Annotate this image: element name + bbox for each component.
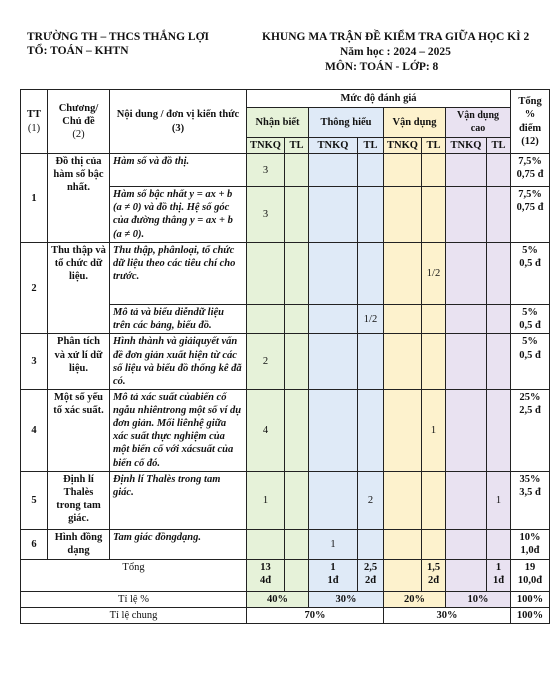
document-header [0,0,557,90]
total-th-tnkq: 1 1đ [309,559,358,591]
cell-nb-tnkq: 3 [247,187,285,243]
cell-vdc-tl: 1 [487,471,511,529]
cell-th-tl [358,154,384,187]
ratio-vdc: 10% [446,591,511,607]
cell-vdc-tl [487,305,511,334]
cell-vd-tnkq [384,471,422,529]
row-total: 7,5% 0,75 đ [511,154,550,187]
ratio-label: Tỉ lệ % [21,591,247,607]
level-nhan-biet: Nhận biết [247,108,309,138]
cell-nb-tl [285,187,309,243]
cell-vdc-tl [487,529,511,559]
row-content: Hàm số bậc nhất y = ax + b (a ≠ 0) và đồ thị. Hệ số góc của đường thẳng y = ax + b (a ≠ 0). [110,187,247,243]
row-content: Thu thập, phânloại, tổ chức dữ liệu theo các tiêu chí cho trước. [110,243,247,305]
cell-nb-tnkq: 2 [247,334,285,390]
cell-nb-tl [285,243,309,305]
total-vdc-tnkq [446,559,487,591]
ratio-vd: 20% [384,591,446,607]
row-tt: 2 [21,243,48,334]
row-content: Hình thành và giảiquyết vấn đề đơn giản xuất hiện từ các số liệu và biểu đồ thống kê đã có. [110,334,247,390]
total-vdc-tl: 1 1đ [487,559,511,591]
cell-th-tnkq [309,334,358,390]
cell-vdc-tnkq [446,243,487,305]
row-total: 5% 0,5 đ [511,305,550,334]
row-total: 10% 1,0đ [511,529,550,559]
row-chapter: Một số yếu tố xác suất. [48,389,110,471]
sub-tl: TL [487,138,511,154]
cell-nb-tl [285,529,309,559]
department-name: TỔ: TOÁN – KHTN [27,45,129,57]
table-row [21,529,550,559]
cell-vdc-tl [487,243,511,305]
cell-th-tl: 1/2 [358,305,384,334]
cell-vd-tl [422,154,446,187]
row-total: 7,5% 0,75 đ [511,187,550,243]
cell-vd-tl: 1 [422,389,446,471]
cell-vdc-tnkq [446,334,487,390]
table-row [21,334,550,390]
row-tt: 4 [21,389,48,471]
cell-nb-tl [285,389,309,471]
cell-nb-tnkq: 3 [247,154,285,187]
subject-grade: MÔN: TOÁN - LỚP: 8 [325,61,439,73]
cell-vdc-tl [487,187,511,243]
cell-th-tnkq: 1 [309,529,358,559]
cell-nb-tl [285,334,309,390]
row-chapter: Đồ thị của hàm số bậc nhất. [48,154,110,243]
cell-th-tl [358,187,384,243]
total-th-tl: 2,5 2đ [358,559,384,591]
row-total: 35% 3,5 đ [511,471,550,529]
total-nb-tnkq: 13 4đ [247,559,285,591]
general-total: 100% [511,607,550,623]
level-van-dung-cao: Vận dụng cao [446,108,511,138]
row-content: Mô tả xác suất củabiến cố ngẫu nhiêntrong một số ví dụ đơn giản. Mối liênhệ giữa xác suất thực nghiệm của một biến cố với xácsuất của biến cố đó. [110,389,247,471]
cell-th-tl: 2 [358,471,384,529]
header-tt: TT (1) [21,90,48,154]
sub-tl: TL [285,138,309,154]
cell-vd-tl [422,471,446,529]
sub-tnkq: TNKQ [247,138,285,154]
row-total: 5% 0,5 đ [511,243,550,305]
cell-th-tl [358,389,384,471]
row-chapter: Phân tích và xử lí dữ liệu. [48,334,110,390]
table-row [21,471,550,529]
row-tt: 3 [21,334,48,390]
general-low: 70% [247,607,384,623]
cell-th-tnkq [309,243,358,305]
header-levels: Mức độ đánh giá [247,90,511,108]
row-content: Định lí Thalès trong tam giác. [110,471,247,529]
cell-th-tl [358,334,384,390]
cell-th-tnkq [309,154,358,187]
header-content: Nội dung / đơn vị kiến thức (3) [110,90,247,154]
cell-vdc-tl [487,154,511,187]
cell-th-tnkq [309,389,358,471]
cell-vd-tnkq [384,187,422,243]
level-van-dung: Vận dụng [384,108,446,138]
cell-vdc-tl [487,389,511,471]
cell-vd-tl: 1/2 [422,243,446,305]
cell-vd-tnkq [384,154,422,187]
cell-vd-tl [422,529,446,559]
row-total: 25% 2,5 đ [511,389,550,471]
total-nb-tl [285,559,309,591]
sub-tnkq: TNKQ [446,138,487,154]
cell-nb-tnkq [247,243,285,305]
cell-nb-tnkq: 4 [247,389,285,471]
cell-vd-tnkq [384,334,422,390]
cell-vd-tl [422,334,446,390]
cell-vd-tl [422,187,446,243]
cell-nb-tl [285,471,309,529]
cell-th-tnkq [309,471,358,529]
cell-nb-tl [285,305,309,334]
header-chapter: Chương/ Chủ đề (2) [48,90,110,154]
row-content: Hàm số và đồ thị. [110,154,247,187]
cell-vd-tl [422,305,446,334]
cell-vd-tnkq [384,243,422,305]
cell-vdc-tnkq [446,471,487,529]
table-row [21,243,550,305]
document-title: KHUNG MA TRẬN ĐỀ KIỂM TRA GIỮA HỌC KÌ 2 [262,31,530,43]
cell-th-tl [358,243,384,305]
ratio-total: 100% [511,591,550,607]
sub-tl: TL [422,138,446,154]
school-year: Năm học : 2024 – 2025 [340,46,451,58]
row-chapter: Định lí Thalès trong tam giác. [48,471,110,529]
row-chapter: Hình đồng dạng [48,529,110,559]
cell-vdc-tnkq [446,305,487,334]
cell-th-tnkq [309,305,358,334]
cell-th-tl [358,529,384,559]
cell-nb-tnkq [247,305,285,334]
sub-tnkq: TNKQ [384,138,422,154]
cell-th-tnkq [309,187,358,243]
cell-nb-tnkq [247,529,285,559]
ratio-nb: 40% [247,591,309,607]
school-name: TRƯỜNG TH – THCS THẮNG LỢI [27,31,210,43]
row-chapter: Thu thập và tổ chức dữ liệu. [48,243,110,334]
cell-vdc-tnkq [446,389,487,471]
row-content: Tam giác đồngdạng. [110,529,247,559]
total-overall: 19 10,0đ [511,559,550,591]
total-label: Tổng [21,559,247,591]
cell-vd-tnkq [384,389,422,471]
cell-vd-tnkq [384,529,422,559]
table-row [21,154,550,187]
header-total: Tổng % điểm (12) [511,90,550,154]
general-label: Tỉ lệ chung [21,607,247,623]
row-tt: 6 [21,529,48,559]
ratio-th: 30% [309,591,384,607]
row-tt: 5 [21,471,48,529]
cell-vdc-tnkq [446,187,487,243]
total-vd-tnkq [384,559,422,591]
sub-tl: TL [358,138,384,154]
sub-tnkq: TNKQ [309,138,358,154]
level-thong-hieu: Thông hiểu [309,108,384,138]
cell-vdc-tl [487,334,511,390]
assessment-matrix-table [20,89,550,624]
cell-vd-tnkq [384,305,422,334]
row-total: 5% 0,5 đ [511,334,550,390]
row-content: Mô tả và biểu diễndữ liệu trên các bảng, biểu đồ. [110,305,247,334]
row-tt: 1 [21,154,48,243]
cell-nb-tnkq: 1 [247,471,285,529]
table-row [21,389,550,471]
general-high: 30% [384,607,511,623]
total-vd-tl: 1,5 2đ [422,559,446,591]
cell-vdc-tnkq [446,154,487,187]
cell-nb-tl [285,154,309,187]
cell-vdc-tnkq [446,529,487,559]
